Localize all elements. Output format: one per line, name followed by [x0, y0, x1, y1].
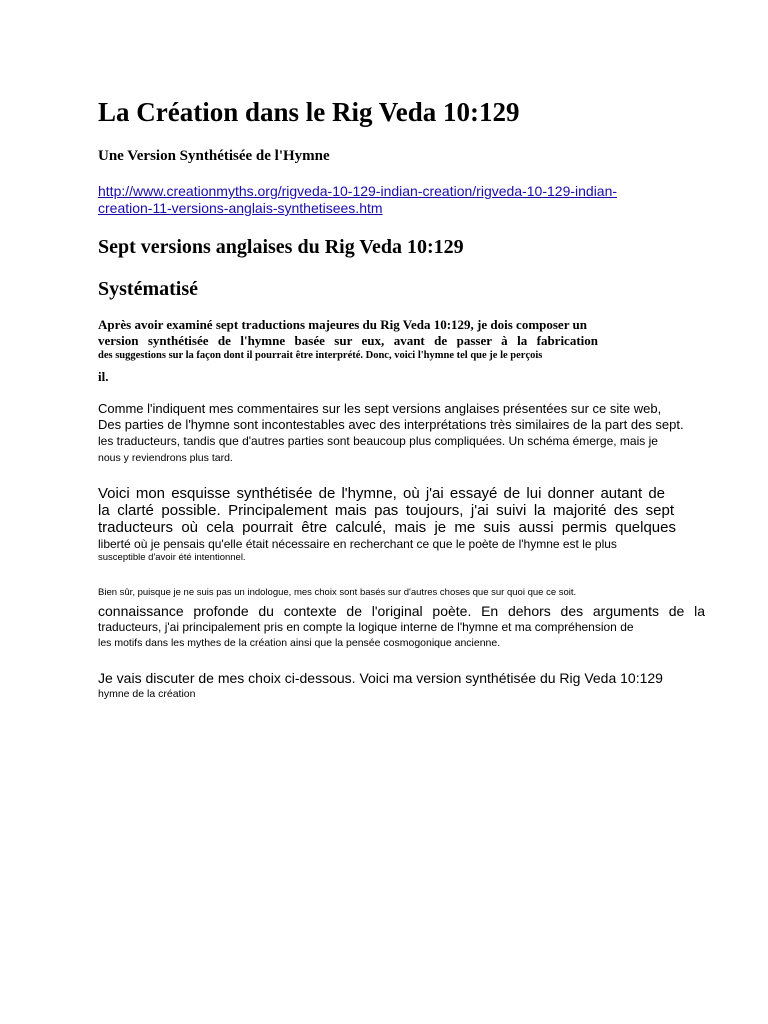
intro-line-4: il. — [98, 369, 109, 384]
source-link-line-1[interactable]: http://www.creationmyths.org/rigveda-10-129-indian-creation/rigveda-10-129-indian- — [98, 183, 618, 199]
para1-line-1: Comme l'indiquent mes commentaires sur les sept versions anglaises présentées sur ce site web, — [98, 401, 662, 416]
para2-line-2: la clarté possible. Principalement mais pas toujours, j'ai suivi la majorité des sept — [98, 502, 674, 519]
para2-line-3: traducteurs où cela pourrait être calculé, mais je me suis aussi permis quelques — [98, 519, 676, 536]
para2-line-4: liberté où je pensais qu'elle était nécessaire en recherchant ce que le poète de l'hymne est le plus — [98, 537, 617, 551]
para3-line-1: Bien sûr, puisque je ne suis pas un indologue, mes choix sont basés sur d'autres choses que sur quoi que ce soit. — [98, 587, 577, 598]
source-link-line-2[interactable]: creation-11-versions-anglais-synthetisees.htm — [98, 200, 383, 216]
para4-line-1: Je vais discuter de mes choix ci-dessous. Voici ma version synthétisée du Rig Veda 10:129 — [98, 670, 663, 686]
para1-line-4: nous y reviendrons plus tard. — [98, 452, 233, 464]
para1-line-3: les traducteurs, tandis que d'autres parties sont beaucoup plus compliquées. Un schéma émerge, mais je — [98, 434, 658, 448]
para2-line-1: Voici mon esquisse synthétisée de l'hymne, où j'ai essayé de lui donner autant de — [98, 485, 665, 502]
para4-line-2: hymne de la création — [98, 688, 196, 700]
page-subtitle: Une Version Synthétisée de l'Hymne — [98, 148, 330, 164]
para3-line-4: les motifs dans les mythes de la création ainsi que la pensée cosmogonique ancienne. — [98, 637, 501, 649]
para3-line-3: traducteurs, j'ai principalement pris en compte la logique interne de l'hymne et ma compréhension de — [98, 620, 634, 634]
para2-line-5: susceptible d'avoir été intentionnel. — [98, 552, 246, 563]
para3-line-2: connaissance profonde du contexte de l'original poète. En dehors des arguments de la — [98, 603, 705, 619]
section-heading-systematise: Systématisé — [98, 278, 198, 300]
intro-line-2: version synthétisée de l'hymne basée sur eux, avant de passer à la fabrication — [98, 333, 598, 348]
intro-line-1: Après avoir examiné sept traductions majeures du Rig Veda 10:129, je dois composer un — [98, 317, 587, 332]
para1-line-2: Des parties de l'hymne sont incontestables avec des interprétations très similaires de la part des sept. — [98, 417, 684, 432]
page-title: La Création dans le Rig Veda 10:129 — [98, 97, 520, 127]
section-heading-versions: Sept versions anglaises du Rig Veda 10:129 — [98, 236, 464, 258]
intro-line-3: des suggestions sur la façon dont il pourrait être interprété. Donc, voici l'hymne tel que je le perçois — [98, 350, 543, 361]
